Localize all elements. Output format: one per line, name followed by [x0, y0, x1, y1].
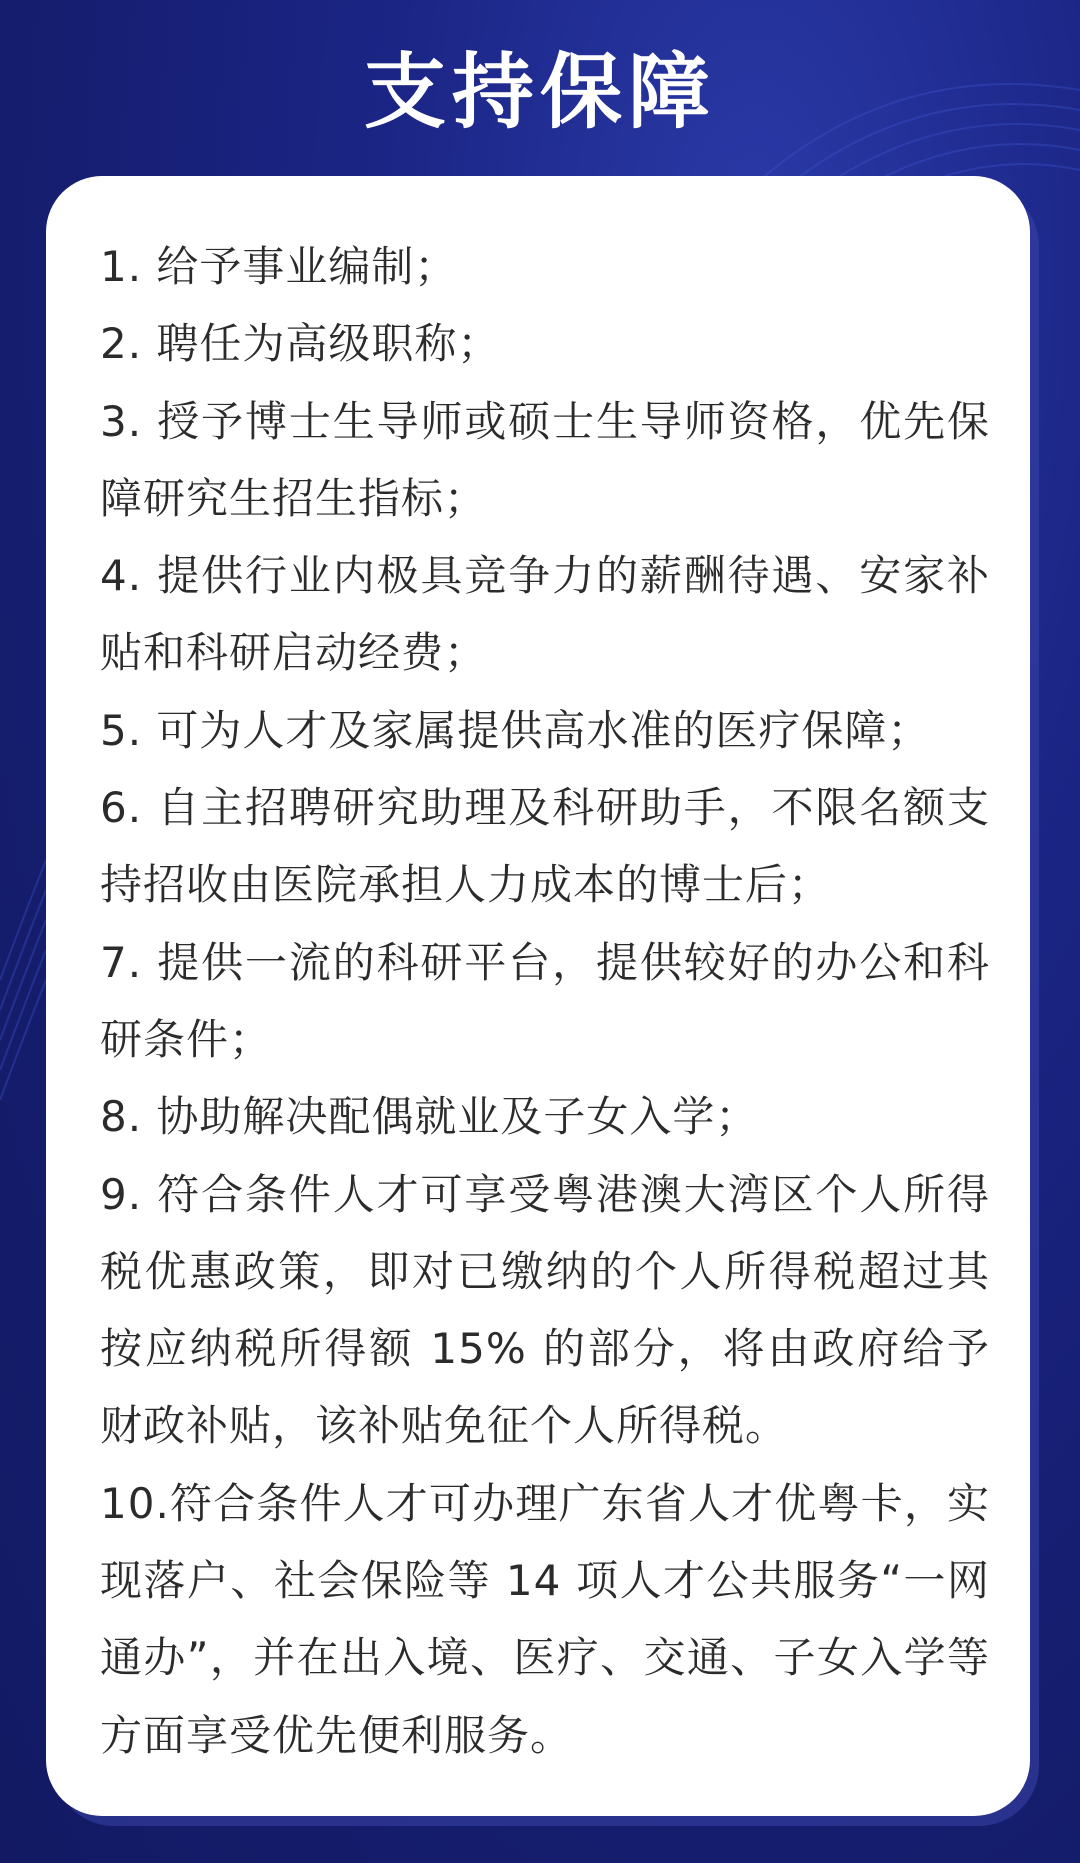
support-item-list: [100, 228, 990, 1774]
list-item: 8. 协助解决配偶就业及子女入学；: [100, 1092, 759, 1142]
list-item: 2. 聘任为高级职称；: [100, 319, 501, 369]
list-item: 4. 提供行业内极具竞争力的薪酬待遇、安家补贴和科研启动经费；: [100, 551, 990, 678]
content-card: [46, 176, 1030, 1816]
page-title: 支持保障: [363, 45, 716, 140]
list-item: 3. 授予博士生导师或硕士生导师资格，优先保障研究生招生指标；: [100, 396, 990, 523]
list-item: 6. 自主招聘研究助理及科研助手，不限名额支持招收由医院承担人力成本的博士后；: [100, 783, 990, 910]
list-item: 10.符合条件人才可办理广东省人才优粤卡，实现落户、社会保险等 14 项人才公共服务“一网通办”，并在出入境、医疗、交通、子女入学等方面享受优先便利服务。: [100, 1478, 990, 1760]
list-item: 5. 可为人才及家属提供高水准的医疗保障；: [100, 705, 931, 755]
list-item: 1. 给予事业编制；: [100, 242, 458, 291]
list-item: 7. 提供一流的科研平台，提供较好的办公和科研条件；: [100, 937, 990, 1064]
list-item: 9. 符合条件人才可享受粤港澳大湾区个人所得税优惠政策，即对已缴纳的个人所得税超过其按应纳税所得额 15% 的部分，将由政府给予财政补贴，该补贴免征个人所得税。: [100, 1169, 990, 1451]
